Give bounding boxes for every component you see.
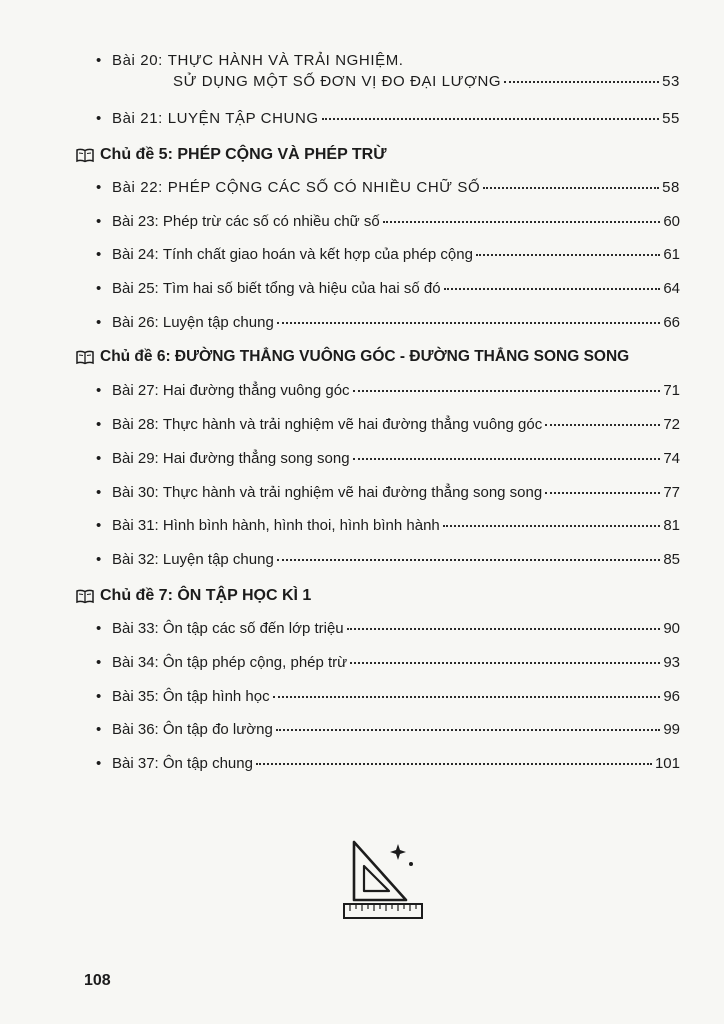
dot-leader (483, 187, 659, 189)
item-label: Bài 25: (112, 280, 159, 297)
toc-item-29 (96, 450, 680, 468)
item-page: 96 (663, 688, 680, 705)
book-icon (76, 148, 94, 163)
toc-item-22 (96, 179, 680, 197)
dot-leader (353, 458, 661, 460)
bullet: • (96, 314, 102, 331)
item-label: Bài 32: (112, 551, 159, 568)
dot-leader (277, 322, 661, 324)
toc-item-31 (96, 517, 680, 535)
dot-leader (353, 390, 661, 392)
bullet: • (96, 382, 102, 399)
toc-item-35 (96, 688, 680, 706)
item-title: LUYỆN TẬP CHUNG (167, 110, 319, 127)
topic-title: Chủ đề 5: PHÉP CỘNG VÀ PHÉP TRỪ (100, 146, 387, 163)
item-title: Ôn tập các số đến lớp triệu (162, 620, 344, 637)
topic-5-heading (76, 145, 684, 165)
bullet: • (96, 246, 102, 263)
bullet: • (96, 52, 102, 69)
topic-title: Chủ đề 6: ĐƯỜNG THẲNG VUÔNG GÓC - ĐƯỜNG THẲNG SONG SONG (100, 348, 630, 365)
dot-leader (545, 492, 660, 494)
item-page: 61 (663, 246, 680, 263)
item-title: Ôn tập đo lường (162, 721, 273, 738)
item-label: Bài 27: (112, 382, 159, 399)
item-page: 74 (663, 450, 680, 467)
item-title: Hình bình hành, hình thoi, hình bình hành (162, 517, 440, 534)
toc-item-24 (96, 246, 680, 264)
item-page: 93 (663, 654, 680, 671)
set-square-ruler-icon (340, 836, 426, 922)
item-label: Bài 21: (112, 110, 163, 127)
page-number: 108 (84, 972, 111, 989)
item-title: Thực hành và trải nghiệm vẽ hai đường thẳng vuông góc (162, 416, 543, 433)
item-title: SỬ DỤNG MỘT SỐ ĐƠN VỊ ĐO ĐẠI LƯỢNG (173, 73, 502, 90)
bullet: • (96, 416, 102, 433)
item-title: Ôn tập hình học (162, 688, 270, 705)
item-label: Bài 22: (112, 179, 163, 196)
item-label: Bài 36: (112, 721, 159, 738)
dot-leader (444, 288, 661, 290)
item-label: Bài 37: (112, 755, 159, 772)
toc-item-21 (96, 110, 680, 128)
toc-item-28 (96, 416, 680, 434)
topic-6-heading (76, 347, 684, 367)
dot-leader (476, 254, 660, 256)
dot-leader (383, 221, 661, 223)
item-page: 90 (663, 620, 680, 637)
bullet: • (96, 450, 102, 467)
bullet: • (96, 484, 102, 501)
item-page: 99 (663, 721, 680, 738)
item-title: Ôn tập phép cộng, phép trừ (162, 654, 348, 671)
toc-item-27 (96, 382, 680, 400)
item-page: 85 (663, 551, 680, 568)
item-page: 55 (662, 110, 680, 127)
bullet: • (96, 721, 102, 738)
dot-leader (276, 729, 660, 731)
bullet: • (96, 213, 102, 230)
item-page: 81 (663, 517, 680, 534)
item-page: 72 (663, 416, 680, 433)
bullet: • (96, 551, 102, 568)
item-title: Thực hành và trải nghiệm vẽ hai đường thẳng song song (162, 484, 543, 501)
item-page: 60 (663, 213, 680, 230)
item-label: Bài 33: (112, 620, 159, 637)
item-label: Bài 26: (112, 314, 159, 331)
item-page: 71 (663, 382, 680, 399)
toc-item-36 (96, 721, 680, 739)
toc-item-23 (96, 213, 680, 231)
item-title: THỰC HÀNH VÀ TRẢI NGHIỆM. (167, 52, 404, 69)
toc-item-20 (96, 52, 680, 70)
dot-leader (273, 696, 661, 698)
bullet: • (96, 517, 102, 534)
toc-item-34 (96, 654, 680, 672)
bullet: • (96, 280, 102, 297)
bullet: • (96, 688, 102, 705)
toc-item-25 (96, 280, 680, 298)
item-label: Bài 24: (112, 246, 159, 263)
item-label: Bài 30: (112, 484, 159, 501)
item-title: Luyện tập chung (162, 551, 274, 568)
topic-title: Chủ đề 7: ÔN TẬP HỌC KÌ 1 (100, 587, 312, 604)
item-label: Bài 23: (112, 213, 159, 230)
toc-item-33 (96, 620, 680, 638)
dot-leader (504, 81, 659, 83)
item-page: 64 (663, 280, 680, 297)
topic-7-heading (76, 586, 684, 606)
dot-leader (256, 763, 652, 765)
dot-leader (350, 662, 660, 664)
item-label: Bài 34: (112, 654, 159, 671)
dot-leader (347, 628, 661, 630)
item-label: Bài 20: (112, 52, 163, 69)
dot-leader (545, 424, 660, 426)
item-page: 66 (663, 314, 680, 331)
item-title: Hai đường thẳng song song (162, 450, 350, 467)
bullet: • (96, 620, 102, 637)
item-title: Ôn tập chung (162, 755, 253, 772)
toc-item-37 (96, 755, 680, 773)
item-title: Tính chất giao hoán và kết hợp của phép cộng (162, 246, 473, 263)
bullet: • (96, 179, 102, 196)
book-icon (76, 589, 94, 604)
toc-item-20-line2 (173, 73, 680, 91)
bullet: • (96, 654, 102, 671)
dot-leader (443, 525, 661, 527)
item-title: Hai đường thẳng vuông góc (162, 382, 350, 399)
item-title: Tìm hai số biết tổng và hiệu của hai số đó (162, 280, 441, 297)
item-label: Bài 29: (112, 450, 159, 467)
dot-leader (322, 118, 659, 120)
book-icon (76, 350, 94, 365)
item-title: PHÉP CỘNG CÁC SỐ CÓ NHIỀU CHỮ SỐ (167, 179, 481, 196)
item-label: Bài 31: (112, 517, 159, 534)
item-label: Bài 35: (112, 688, 159, 705)
bullet: • (96, 755, 102, 772)
item-title: Luyện tập chung (162, 314, 274, 331)
bullet: • (96, 110, 102, 127)
item-page: 77 (663, 484, 680, 501)
item-page: 58 (662, 179, 680, 196)
item-page: 101 (654, 755, 680, 772)
item-label: Bài 28: (112, 416, 159, 433)
dot-leader (277, 559, 661, 561)
toc-item-26 (96, 314, 680, 332)
item-page: 53 (662, 73, 680, 90)
item-title: Phép trừ các số có nhiều chữ số (162, 213, 380, 230)
toc-item-32 (96, 551, 680, 569)
toc-item-30 (96, 484, 680, 502)
